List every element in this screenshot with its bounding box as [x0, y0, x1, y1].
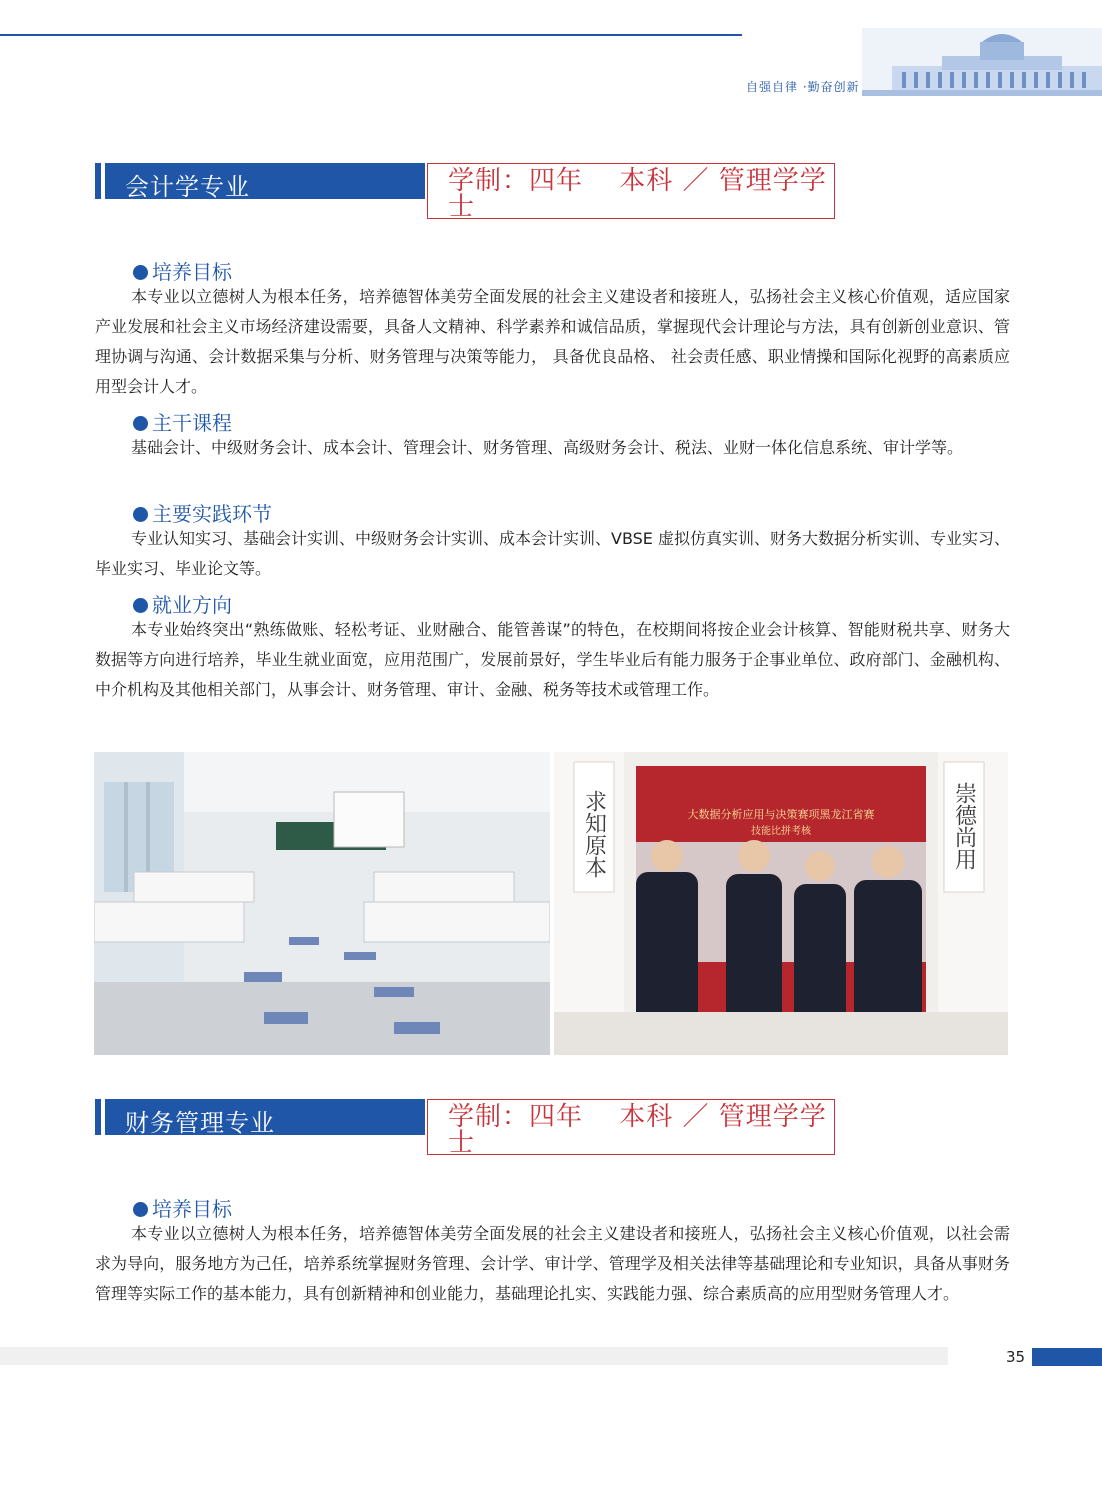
bullet-dot-icon [133, 598, 148, 613]
bullet-dot-icon [133, 416, 148, 431]
section-title: 会计学专业 [125, 173, 250, 201]
program-duration-box: 学制：四年 本科 ／ 管理学学士 [427, 1099, 835, 1155]
section-title-bar [95, 163, 425, 199]
classroom-photo [94, 752, 550, 1055]
paragraph: 本专业始终突出“熟练做账、轻松考证、业财融合、能管善谋”的特色，在校期间将按企业会计核算、智能财税共享、财务大数据等方向进行培养，毕业生就业面宽，应用范围广，发展前景好，学生毕业后有能力服务于企事业单位、政府部门、金融机构、中介机构及其他相关部门，从事会计、财务管理、审计、金融、税务等技术或管理工作。 [95, 620, 1010, 699]
program-duration-box: 学制：四年 本科 ／ 管理学学士 [427, 163, 835, 219]
subheading: 主要实践环节 [133, 498, 272, 527]
paragraph: 基础会计、中级财务会计、成本会计、管理会计、财务管理、高级财务会计、税法、业财一体化信息系统、审计学等。 [131, 438, 964, 457]
paragraph: 本专业以立德树人为根本任务，培养德智体美劳全面发展的社会主义建设者和接班人，弘扬社会主义核心价值观，适应国家产业发展和社会主义市场经济建设需要，具备人文精神、科学素养和诚信品质，掌握现代会计理论与方法，具有创新创业意识、管理协调与沟通、会计数据采集与分析、财务管理与决策等能力， 具备优良品格、 社会责任感、职业情操和国际化视野的高素质应用型会计人才。 [95, 287, 1010, 396]
left-scroll-text: 求知原本 [581, 790, 607, 878]
header-motto: 自强自律 ·勤奋创新 [746, 80, 860, 94]
subheading: 培养目标 [133, 256, 232, 285]
page-number: 35 [1006, 1348, 1026, 1366]
paragraph: 本专业以立德树人为根本任务，培养德智体美劳全面发展的社会主义建设者和接班人，弘扬社会主义核心价值观，以社会需求为导向，服务地方为己任，培养系统掌握财务管理、会计学、审计学、管理学及相关法律等基础理论和专业知识，具备从事财务管理等实际工作的基本能力，具有创新精神和创业能力，基础理论扎实、实践能力强、综合素质高的应用型财务管理人才。 [95, 1224, 1010, 1303]
section-title-bar [95, 1099, 425, 1135]
screen-subtitle: 技能比拼考核 [751, 826, 811, 837]
campus-building-illustration [862, 28, 1102, 96]
subheading: 就业方向 [133, 589, 232, 618]
subheading: 培养目标 [133, 1193, 232, 1222]
competition-team-photo [554, 752, 1008, 1055]
subheading: 主干课程 [133, 407, 232, 436]
bullet-dot-icon [133, 507, 148, 522]
bullet-dot-icon [133, 1202, 148, 1217]
header-rule [0, 34, 742, 36]
right-scroll-text: 崇德尚用 [951, 782, 977, 870]
bullet-dot-icon [133, 265, 148, 280]
footer-bar [0, 1347, 948, 1365]
section-title: 财务管理专业 [125, 1109, 275, 1137]
paragraph: 专业认知实习、基础会计实训、中级财务会计实训、成本会计实训、VBSE 虚拟仿真实训、财务大数据分析实训、专业实习、毕业实习、毕业论文等。 [95, 529, 1010, 578]
screen-title: 大数据分析应用与决策赛项黑龙江省赛 [687, 808, 875, 821]
page-tab [1032, 1348, 1102, 1366]
